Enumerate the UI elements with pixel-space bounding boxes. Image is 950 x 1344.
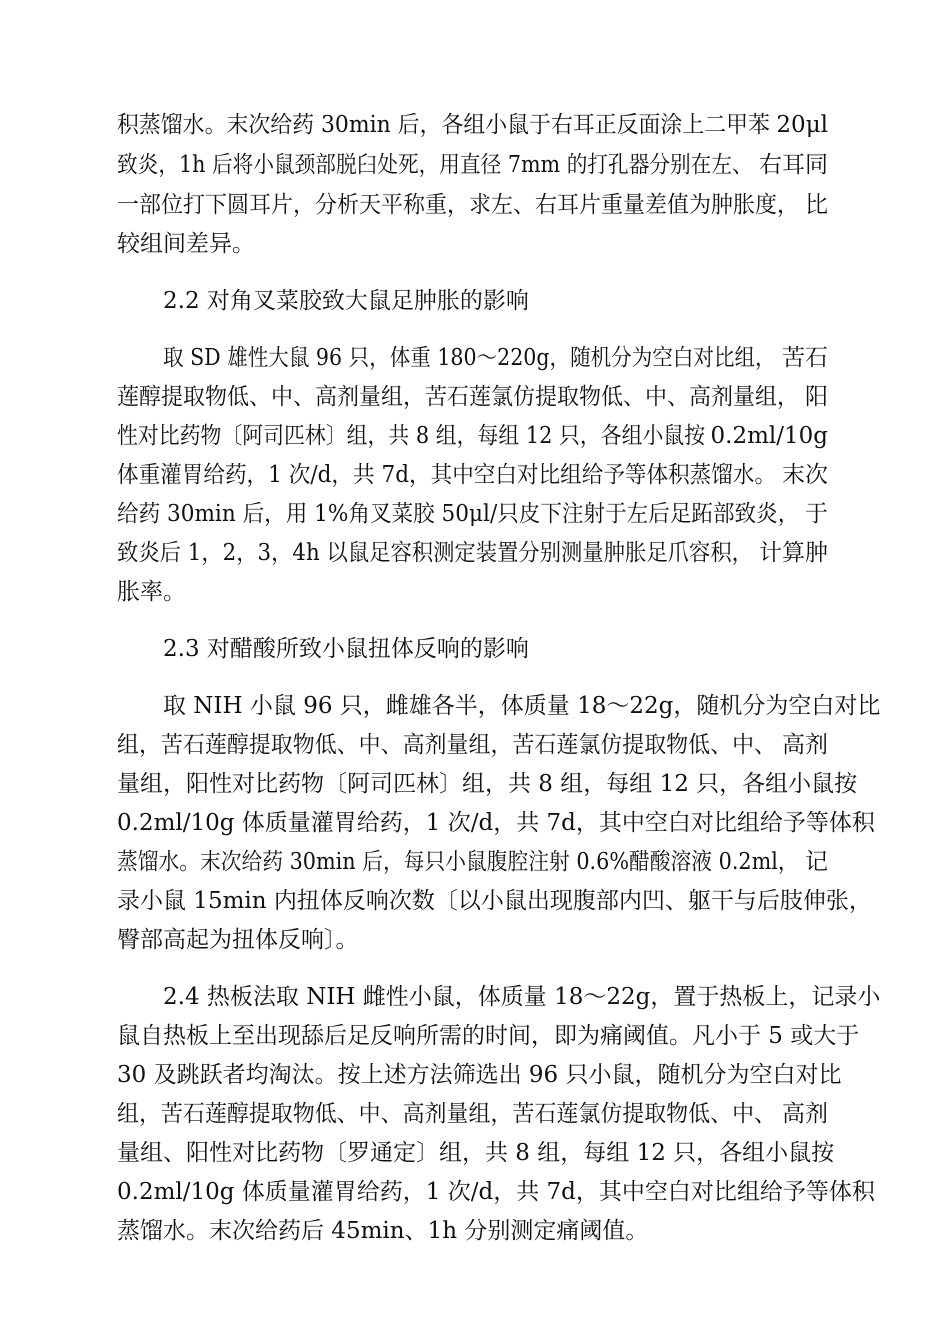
text-segment-right: 高剂 <box>782 732 828 758</box>
text-segment: 取 NIH 小鼠 96 只，雌雄各半，体质量 18～22g，随机分为空白对比 <box>163 693 881 719</box>
text-segment-right: 记 <box>805 849 828 875</box>
text-segment-right: 末次 <box>782 462 828 488</box>
text-segment: 0.2ml/10g 体质量灌胃给药，1 次/d，共 7d，其中空白对比组给予等体积 <box>117 1179 875 1205</box>
text-segment: 积蒸馏水。末次给药 30min 后，各组小鼠于右耳正反面涂上二甲苯 <box>117 112 770 138</box>
text-line <box>0 186 950 224</box>
text-line <box>0 106 950 144</box>
text-line <box>0 417 950 455</box>
text-segment: 组，苦石莲醇提取物低、中、高剂量组，苦石莲氯仿提取物低、中、 <box>117 732 777 758</box>
text-segment: 组，苦石莲醇提取物低、中、高剂量组，苦石莲氯仿提取物低、中、 <box>117 1101 777 1127</box>
text-line <box>0 456 950 494</box>
text-line <box>0 978 950 1016</box>
text-segment-right: 计算肿 <box>759 540 828 566</box>
text-segment-right: 比 <box>805 192 828 218</box>
text-segment: 性对比药物〔阿司匹林〕组，共 8 组，每组 12 只，各组小鼠按 <box>117 423 706 449</box>
text-segment: 致炎后 1，2，3，4h 以鼠足容积测定装置分别测量肿胀足爪容积， <box>117 540 753 566</box>
text-segment-right: 阳 <box>805 384 828 410</box>
text-segment: 一部位打下圆耳片，分析天平称重，求左、右耳片重量差值为肿胀度， <box>117 192 799 218</box>
text-line <box>0 843 950 881</box>
text-line <box>0 534 950 572</box>
text-line <box>0 146 950 184</box>
text-line <box>0 726 950 764</box>
text-line <box>0 804 950 842</box>
text-segment-right: 右耳同 <box>759 152 828 178</box>
text-line <box>0 1056 950 1094</box>
text-line <box>0 921 950 959</box>
text-segment-right: 0.2ml/10g <box>710 423 828 449</box>
text-segment: 量组，阳性对比药物〔阿司匹林〕组，共 8 组，每组 12 只，各组小鼠按 <box>117 771 858 797</box>
text-segment-right: 高剂 <box>782 1101 828 1127</box>
text-segment: 蒸馏水。末次给药后 45min、1h 分别测定痛阈值。 <box>117 1218 649 1244</box>
section-heading-2-2 <box>0 282 950 320</box>
heading-text: 2.2 对角叉菜胶致大鼠足肿胀的影响 <box>163 288 529 314</box>
text-line <box>0 339 950 377</box>
text-segment: 录小鼠 15min 内扭体反响次数〔以小鼠出现腹部内凹、躯干与后肢伸张， <box>117 888 872 914</box>
text-line <box>0 1212 950 1250</box>
text-line <box>0 1173 950 1211</box>
text-segment: 蒸馏水。末次给药 30min 后，每只小鼠腹腔注射 0.6%醋酸溶液 0.2ml， <box>117 849 799 875</box>
text-segment: 给药 30min 后，用 1%角叉菜胶 50μl/只皮下注射于左后足跖部致炎， <box>117 501 800 527</box>
text-line <box>0 378 950 416</box>
text-segment-right: 20μl <box>776 112 828 138</box>
text-segment: 莲醇提取物低、中、高剂量组，苦石莲氯仿提取物低、中、高剂量组， <box>117 384 799 410</box>
text-line <box>0 573 950 611</box>
text-segment: 取 SD 雄性大鼠 96 只，体重 180～220g，随机分为空白对比组， <box>163 345 776 371</box>
text-segment: 鼠自热板上至出现舔后足反响所需的时间，即为痛阈值。凡小于 5 或大于 <box>117 1023 860 1049</box>
section-heading-2-3 <box>0 630 950 668</box>
text-segment: 臀部高起为扭体反响〕。 <box>117 927 359 953</box>
text-segment: 体重灌胃给药，1 次/d，共 7d，其中空白对比组给予等体积蒸馏水。 <box>117 462 777 488</box>
text-line <box>0 882 950 920</box>
text-line <box>0 495 950 533</box>
text-segment: 0.2ml/10g 体质量灌胃给药，1 次/d，共 7d，其中空白对比组给予等体积 <box>117 810 875 836</box>
text-segment: 较组间差异。 <box>117 231 255 257</box>
text-segment: 30 及跳跃者均淘汰。按上述方法筛选出 96 只小鼠，随机分为空白对比 <box>117 1062 842 1088</box>
text-line <box>0 765 950 803</box>
text-segment-right: 苦石 <box>782 345 828 371</box>
text-segment-right: 于 <box>805 501 828 527</box>
text-line <box>0 225 950 263</box>
heading-text: 2.3 对醋酸所致小鼠扭体反响的影响 <box>163 636 529 662</box>
text-line <box>0 1134 950 1172</box>
text-segment: 2.4 热板法取 NIH 雌性小鼠，体质量 18～22g，置于热板上，记录小 <box>163 984 881 1010</box>
text-line <box>0 687 950 725</box>
text-segment: 胀率。 <box>117 579 186 605</box>
text-line <box>0 1017 950 1055</box>
text-line <box>0 1095 950 1133</box>
text-segment: 量组、阳性对比药物〔罗通定〕组，共 8 组，每组 12 只，各组小鼠按 <box>117 1140 835 1166</box>
text-segment: 致炎，1h 后将小鼠颈部脱臼处死，用直径 7mm 的打孔器分别在左、 <box>117 152 753 178</box>
